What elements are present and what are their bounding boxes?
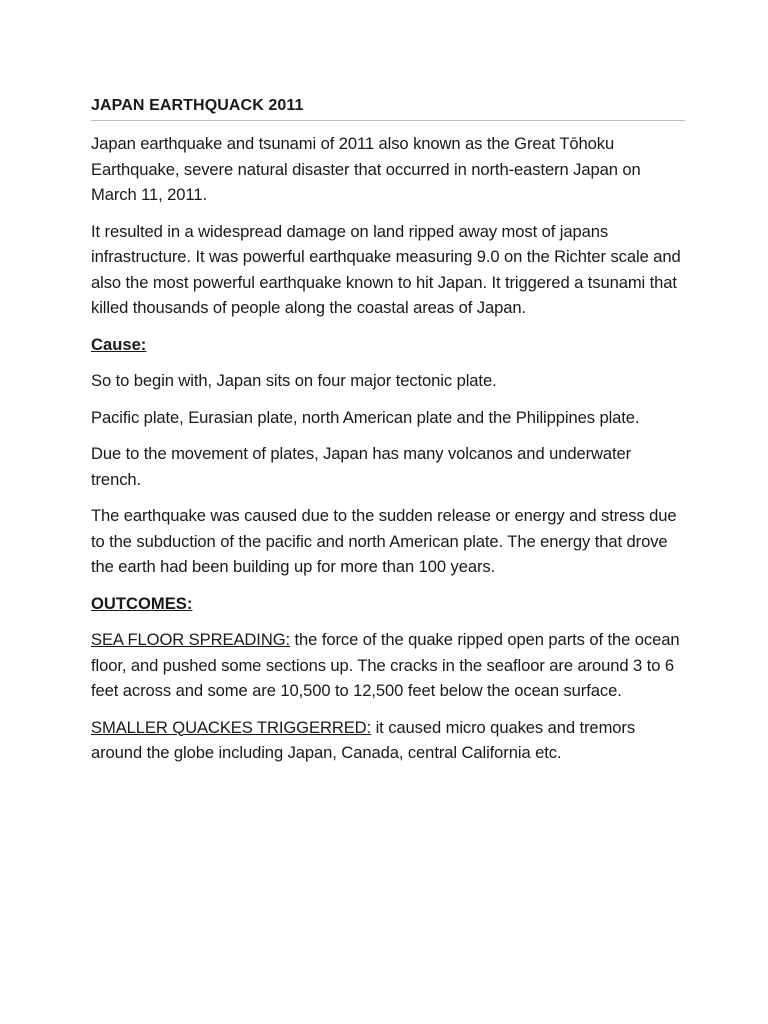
document-page [91, 94, 685, 777]
outcome-term: SMALLER QUACKES TRIGGERRED: [91, 717, 372, 737]
outcome-text: the force of the quake ripped open parts of the ocean floor, and pushed some sections up. The cracks in the seafloor are around 3 to 6 feet across and some are 10,500 to 12,500 feet below the ocean surface. [91, 630, 680, 700]
cause-heading: Cause: [91, 334, 147, 354]
intro-paragraph-2: It resulted in a widespread damage on land ripped away most of japans infrastructure. It was powerful earthquake measuring 9.0 on the Richter scale and also the most powerful earthquake known to hit Japan. It triggered a tsunami that killed thousands of people along the coastal areas of Japan. [91, 221, 681, 317]
cause-paragraph-1: So to begin with, Japan sits on four major tectonic plate. [91, 371, 497, 390]
outcome-term: SEA FLOOR SPREADING: [91, 630, 291, 649]
document-title: JAPAN EARTHQUACK 2011 [91, 94, 685, 121]
outcome-item-sea-floor [91, 627, 685, 704]
outcome-text: it caused micro quakes and tremors around the globe including Japan, Canada, central California etc. [91, 717, 636, 762]
cause-paragraph-4: The earthquake was caused due to the sudden release or energy and stress due to the subduction of the pacific and north American plate. The energy that drove the earth had been building up for more than 100 years. [91, 506, 677, 576]
outcomes-heading: OUTCOMES: [91, 593, 193, 613]
cause-paragraph-2: Pacific plate, Eurasian plate, north American plate and the Philippines plate. [91, 407, 640, 427]
cause-paragraph-3: Due to the movement of plates, Japan has many volcanos and underwater trench. [91, 444, 632, 489]
intro-paragraph-1: Japan earthquake and tsunami of 2011 also known as the Great Tōhoku Earthquake, severe natural disaster that occurred in north-eastern Japan on March 11, 2011. [91, 134, 641, 204]
outcome-item-smaller-quakes [91, 715, 685, 766]
